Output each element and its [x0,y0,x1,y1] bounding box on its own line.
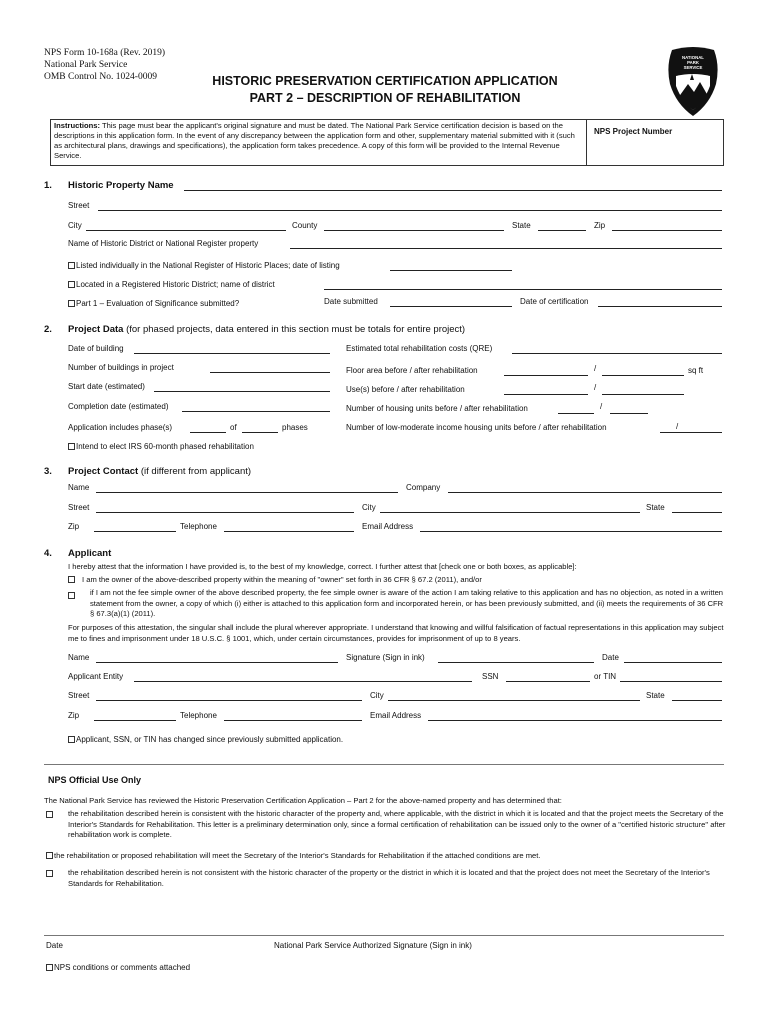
phases-word-label: phases [282,423,308,432]
uses-after-field[interactable] [602,394,684,395]
completion-date-field[interactable] [182,411,330,412]
contact-telephone-label: Telephone [180,522,217,531]
low-income-slash: / [676,422,679,431]
official-divider-top [44,764,724,765]
section-3-note: (if different from applicant) [140,466,252,477]
street-field[interactable] [98,210,722,211]
floor-area-label: Floor area before / after rehabilitation [346,366,478,375]
nps-conditions-label: NPS conditions or comments attached [54,963,191,972]
date-certification-label: Date of certification [520,297,589,306]
section-2-number: 2. [44,324,52,335]
section-3-title [68,466,251,477]
applicant-street-label: Street [68,691,90,700]
date-of-building-label: Date of building [68,344,124,353]
section-3-number: 3. [44,466,52,477]
uses-label: Use(s) before / after rehabilitation [346,385,465,394]
non-owner-option-text: if I am not the fee simple owner of the above described property, the fee simple owner is aware of the action I am taking relative to this application and has no objection, as noted in a written statement from the owner, a copy of which (i) either is attached to this application form and incorporated herein, or has been previously submitted, and (ii) meets the requirements of 36 CFR § 67.3(a)(1) (2011). [90,588,724,618]
listed-individually-label: Listed individually in the National Register of Historic Places; date of listing [76,261,340,270]
official-use-title: NPS Official Use Only [48,775,142,785]
official-conditions-checkbox[interactable] [46,852,53,859]
uses-slash: / [594,383,597,392]
project-number-field[interactable] [594,140,718,160]
city-label: City [68,221,82,230]
logo-text-1: NATIONAL [682,55,704,60]
contact-state-label: State [646,503,665,512]
applicant-zip-field[interactable] [94,720,176,721]
part1-submitted-checkbox[interactable] [68,300,75,307]
form-subtitle: PART 2 – DESCRIPTION OF REHABILITATION [249,91,521,105]
date-submitted-field[interactable] [390,306,512,307]
official-conditions-text: the rehabilitation or proposed rehabilitation will meet the Secretary of the Interior's Standards for Rehabilitation if the attached conditions are met. [54,851,541,860]
property-name-field[interactable] [184,190,722,191]
section-2-title [68,324,465,335]
logo-text-2: PARK [687,60,699,65]
contact-telephone-field[interactable] [224,531,354,532]
agency-name: National Park Service [44,60,128,70]
applicant-tin-label: or TIN [594,672,617,681]
applicant-date-field[interactable] [624,662,722,663]
applicant-telephone-field[interactable] [224,720,362,721]
uses-before-field[interactable] [504,394,588,395]
instructions-text [54,121,584,161]
phases-of-label: of [230,423,237,432]
date-of-building-field[interactable] [134,353,330,354]
section-2-note: (for phased projects, data entered in this section must be totals for entire project) [126,324,466,335]
applicant-telephone-label: Telephone [180,711,217,720]
project-number-label: NPS Project Number [594,127,673,136]
registered-district-label: Located in a Registered Historic District; name of district [76,280,275,289]
contact-city-field[interactable] [380,512,640,513]
sqft-label: sq ft [688,366,704,375]
housing-units-after-field[interactable] [610,413,648,414]
applicant-signature-field[interactable] [438,662,594,663]
start-date-field[interactable] [154,391,330,392]
contact-street-field[interactable] [96,512,354,513]
county-label: County [292,221,318,230]
section-4-number: 4. [44,548,52,559]
applicant-zip-label: Zip [68,711,80,720]
nps-arrowhead-logo [664,46,722,118]
logo-text-3: SERVICE [683,65,703,70]
num-buildings-field[interactable] [210,372,330,373]
official-not-consistent-text: the rehabilitation described herein is not consistent with the historic character of the property or the district in which it is located and that the project does not meet the Secretary of the Interior's Standards for Rehabilitation. [68,868,710,888]
section-2-title-text: Project Data [68,324,124,335]
applicant-date-label: Date [602,653,619,662]
zip-label: Zip [594,221,606,230]
contact-company-label: Company [406,483,441,492]
official-intro: The National Park Service has reviewed the Historic Preservation Certification Application – Part 2 for the above-named property and has determined that: [44,796,562,805]
contact-email-label: Email Address [362,522,414,531]
applicant-city-label: City [370,691,384,700]
attest-text: I hereby attest that the information I have provided is, to the best of my knowledge, correct. I further attest that [check one or both boxes, as applicable]: [68,562,577,571]
contact-city-label: City [362,503,376,512]
instructions-divider [586,119,587,166]
state-field[interactable] [538,230,586,231]
irs-phased-checkbox[interactable] [68,443,75,450]
owner-checkbox[interactable] [68,576,75,583]
listing-date-field[interactable] [390,270,512,271]
instructions-label: Instructions: [54,121,100,130]
instructions-body: This page must bear the applicant's original signature and must be dated. The National Park Service certification decision is based on the descriptions in this application form. In the event of any discrepancy between the application form and other, supplementary material submitted with it (such as architectural plans, drawings and specifications), the application form takes precedence. A copy of this form will be provided to the Internal Revenue Service. [54,121,575,160]
applicant-changed-checkbox[interactable] [68,736,75,743]
section-1-title: Historic Property Name [68,180,174,191]
applicant-name-label: Name [68,653,90,662]
applicant-ssn-label: SSN [482,672,499,681]
applicant-state-field[interactable] [672,700,722,701]
phases-label: Application includes phase(s) [68,423,173,432]
county-field[interactable] [324,230,504,231]
section-1-number: 1. [44,180,52,191]
applicant-entity-field[interactable] [134,681,472,682]
applicant-email-label: Email Address [370,711,422,720]
phase-total-field[interactable] [242,432,278,433]
contact-street-label: Street [68,503,90,512]
nps-conditions-checkbox[interactable] [46,964,53,971]
owner-option-text: I am the owner of the above-described property within the meaning of "owner" set forth in 36 CFR § 67.2 (2011), and/or [82,575,482,584]
applicant-tin-field[interactable] [620,681,722,682]
est-costs-label: Estimated total rehabilitation costs (QRE) [346,344,493,353]
part1-submitted-label: Part 1 – Evaluation of Significance submitted? [76,299,240,308]
section-3-title-text: Project Contact [68,466,139,477]
form-number: NPS Form 10-168a (Rev. 2019) [44,48,166,58]
district-name-field[interactable] [290,248,722,249]
applicant-street-field[interactable] [96,700,362,701]
applicant-city-field[interactable] [388,700,640,701]
contact-name-label: Name [68,483,90,492]
applicant-ssn-field[interactable] [506,681,590,682]
date-submitted-label: Date submitted [324,297,378,306]
start-date-label: Start date (estimated) [68,382,145,391]
contact-email-field[interactable] [420,531,722,532]
date-certification-field[interactable] [598,306,722,307]
floor-area-slash: / [594,364,597,373]
contact-state-field[interactable] [672,512,722,513]
section-4-title: Applicant [68,548,112,559]
purposes-text: For purposes of this attestation, the singular shall include the plural wherever appropriate. I understand that knowing and willful falsification of factual representations in this application may subject me to fines and imprisonment under 18 U.S.C. § 1001, which, under certain circumstances, provides for imprisonment of up to 8 years. [68,623,724,643]
irs-phased-label: Intend to elect IRS 60-month phased rehabilitation [76,442,254,451]
zip-field[interactable] [612,230,722,231]
street-label: Street [68,201,90,210]
low-income-units-label: Number of low-moderate income housing units before / after rehabilitation [346,423,607,432]
contact-name-field[interactable] [96,492,398,493]
completion-date-label: Completion date (estimated) [68,402,169,411]
registered-district-checkbox[interactable] [68,281,75,288]
est-costs-field[interactable] [512,353,722,354]
official-not-consistent-checkbox[interactable] [46,870,53,877]
phase-number-field[interactable] [190,432,226,433]
applicant-entity-label: Applicant Entity [68,672,124,681]
contact-company-field[interactable] [448,492,722,493]
applicant-changed-label: Applicant, SSN, or TIN has changed since previously submitted application. [76,735,344,744]
official-consistent-checkbox[interactable] [46,811,53,818]
low-income-after-field[interactable] [686,432,722,433]
num-buildings-label: Number of buildings in project [68,363,174,372]
official-signature-line[interactable] [44,935,724,936]
listed-individually-checkbox[interactable] [68,262,75,269]
housing-units-label: Number of housing units before / after rehabilitation [346,404,528,413]
housing-units-before-field[interactable] [558,413,594,414]
floor-area-before-field[interactable] [504,375,588,376]
applicant-state-label: State [646,691,665,700]
housing-units-slash: / [600,402,603,411]
form-title: HISTORIC PRESERVATION CERTIFICATION APPLICATION [212,74,558,88]
applicant-email-field[interactable] [428,720,722,721]
official-consistent-text: the rehabilitation described herein is consistent with the historic character of the property and, where applicable, with the district in which it is located and that the project meets the Secretary of the Interior's Standards for Rehabilitation. This letter is a preliminary determination only, since a formal certification of rehabilitation can be issued only to the owner of a "certified historic structure" after rehabilitation work is complete. [68,809,726,839]
official-date-label: Date [46,941,63,950]
city-field[interactable] [86,230,286,231]
applicant-signature-label: Signature (Sign in ink) [346,653,425,662]
official-signature-label: National Park Service Authorized Signature (Sign in ink) [274,941,472,950]
registered-district-field[interactable] [324,289,722,290]
contact-zip-field[interactable] [94,531,176,532]
applicant-name-field[interactable] [96,662,338,663]
contact-zip-label: Zip [68,522,80,531]
floor-area-after-field[interactable] [602,375,684,376]
district-name-label: Name of Historic District or National Register property [68,239,259,248]
omb-number: OMB Control No. 1024-0009 [44,72,157,82]
state-label: State [512,221,531,230]
non-owner-checkbox[interactable] [68,592,75,599]
